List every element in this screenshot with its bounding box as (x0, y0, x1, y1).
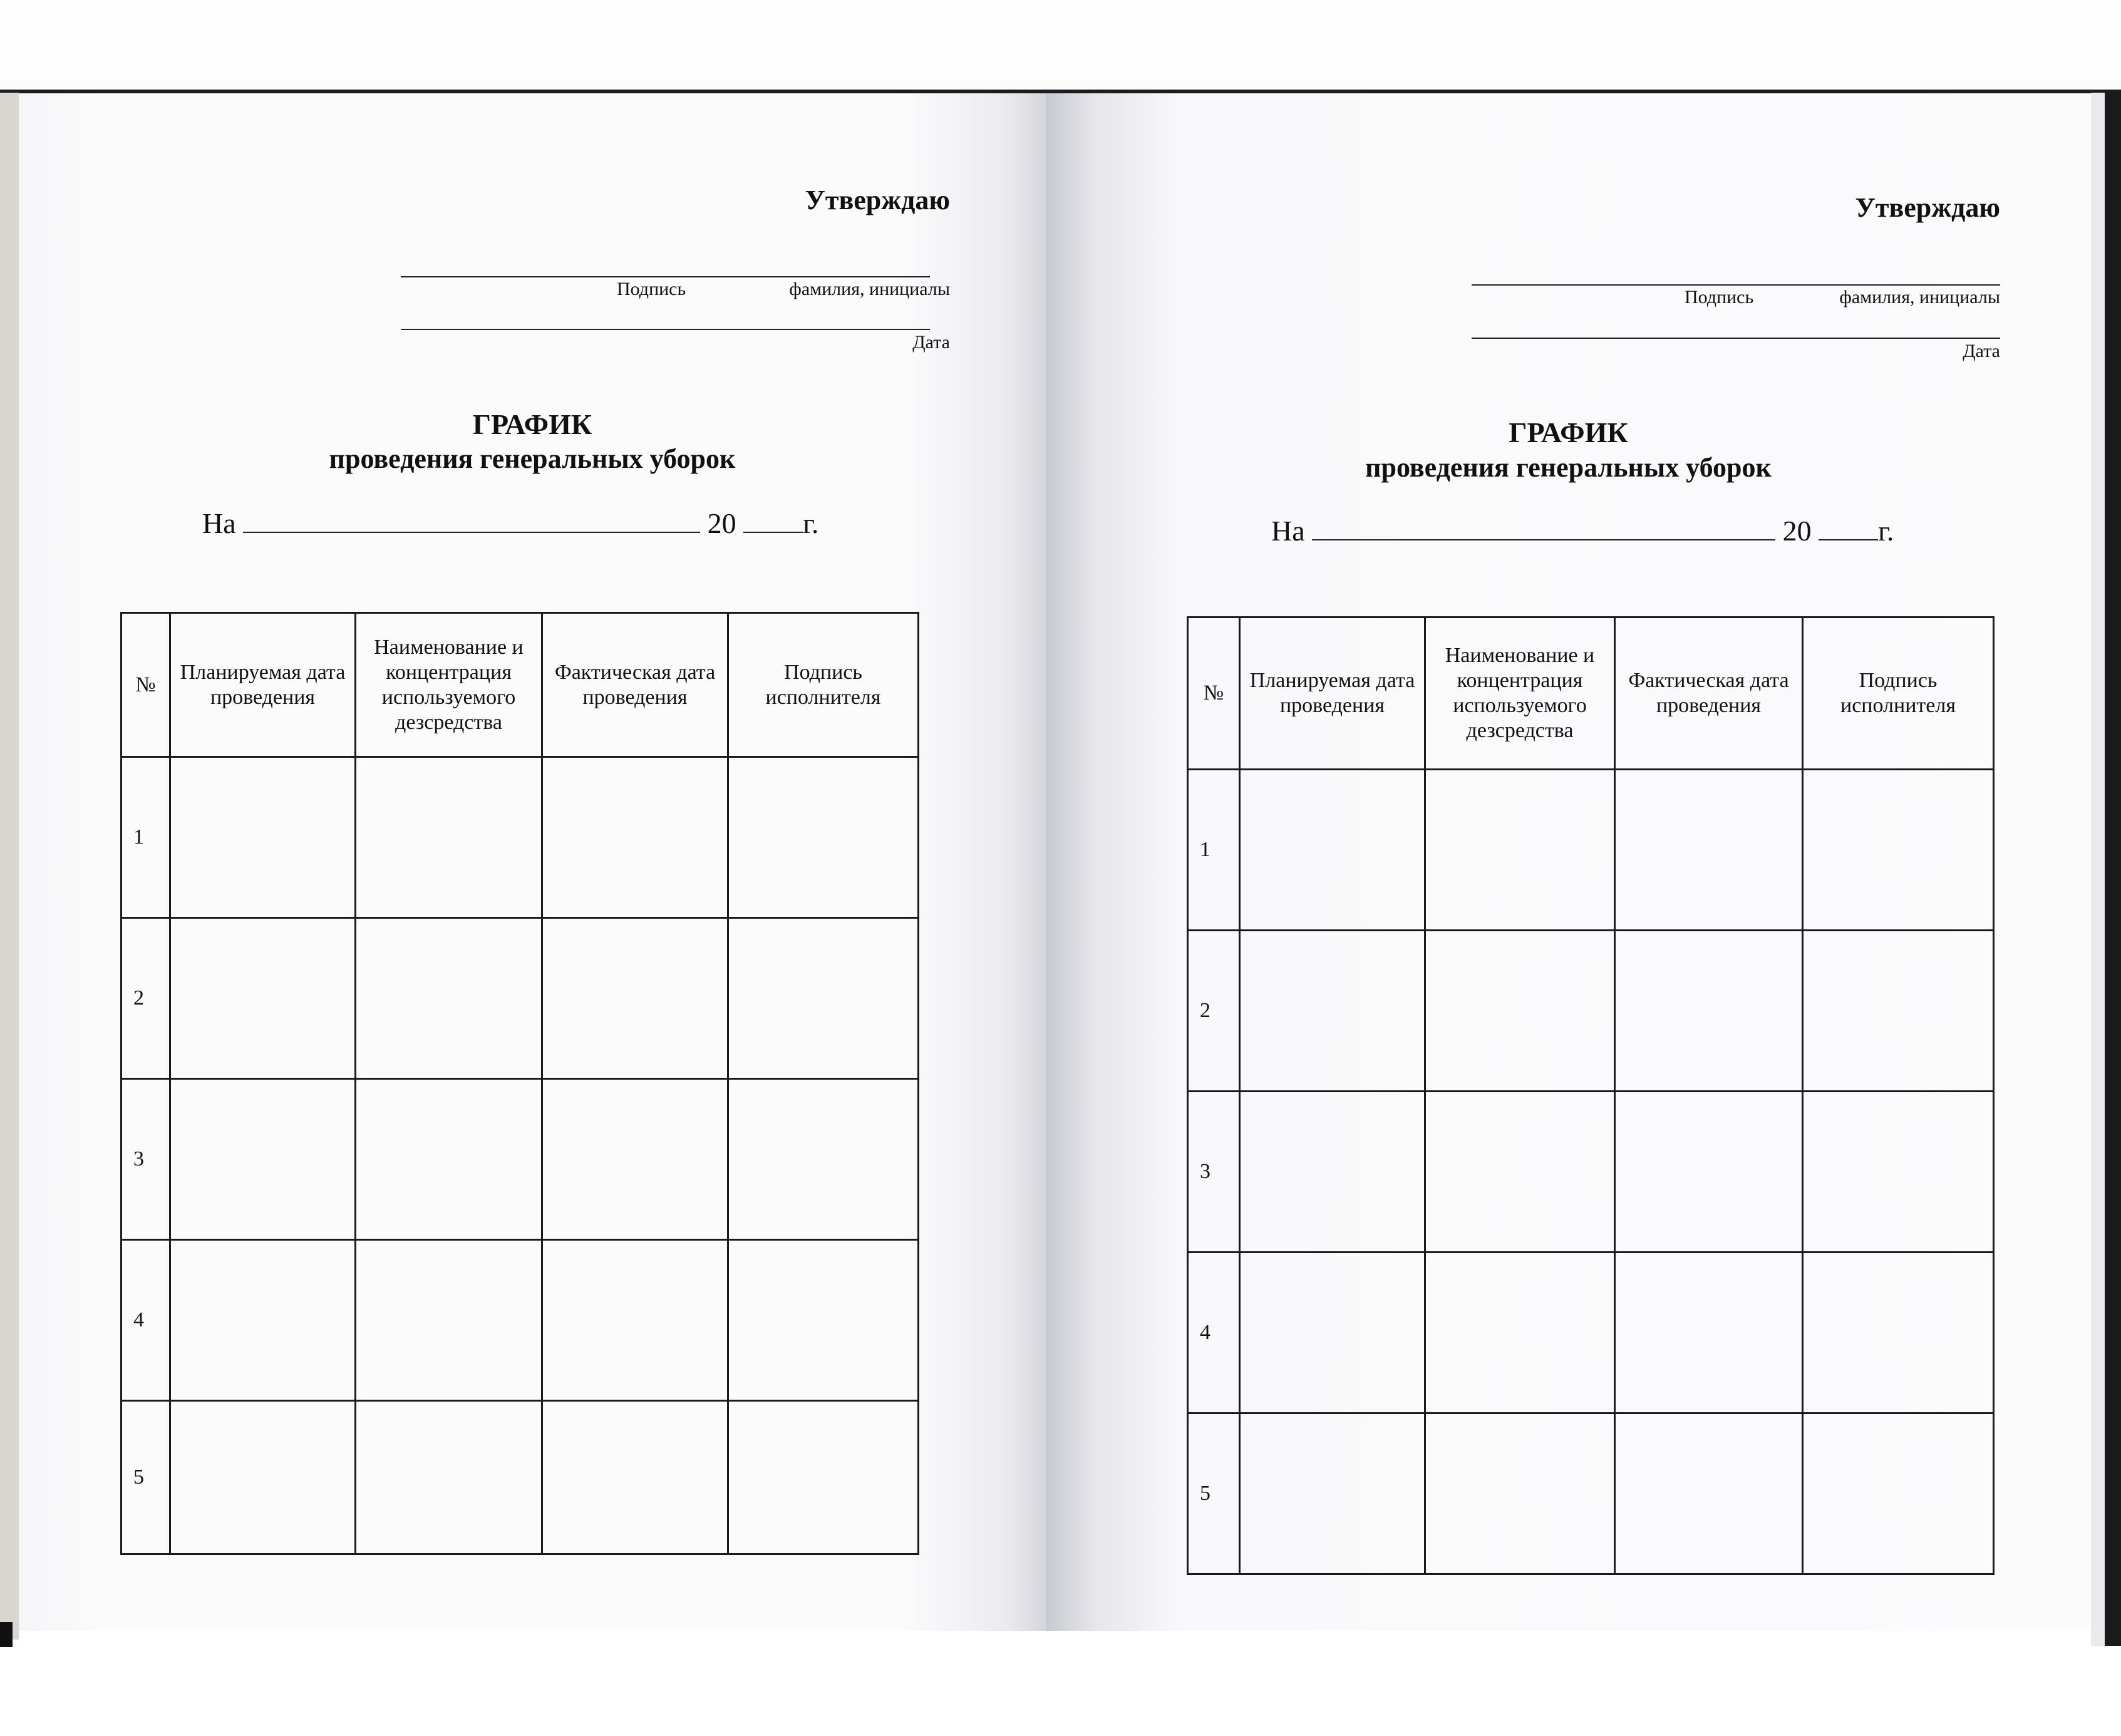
cell[interactable] (170, 1079, 356, 1240)
cell[interactable] (728, 918, 919, 1079)
cell[interactable] (728, 757, 919, 918)
period-prefix: На (1271, 515, 1305, 547)
cell[interactable] (1425, 1253, 1615, 1413)
row-number: 4 (1188, 1253, 1240, 1413)
signature-label: Подпись (1685, 287, 1754, 307)
period-line (1271, 514, 1894, 547)
cell[interactable] (170, 1401, 356, 1554)
right-page (1046, 93, 2091, 1631)
cell[interactable] (356, 918, 542, 1079)
table-row (121, 1079, 919, 1240)
period-suffix: г. (803, 507, 819, 539)
cell[interactable] (170, 1240, 356, 1401)
period-blank[interactable] (1312, 514, 1775, 540)
cell[interactable] (1615, 770, 1803, 931)
column-header: № (121, 613, 170, 757)
signature-label: Подпись (617, 279, 686, 299)
cell[interactable] (1425, 1413, 1615, 1574)
table-row (1188, 1253, 1994, 1413)
approve-label: Утверждаю (805, 185, 950, 215)
form-subtitle: проведения генеральных уборок (329, 443, 736, 474)
cell[interactable] (1615, 1092, 1803, 1253)
column-header: Подпись исполнителя (728, 613, 919, 757)
scan-top-margin (0, 0, 2121, 93)
book-left-edge (0, 93, 19, 1640)
cell[interactable] (1240, 1413, 1425, 1574)
cell[interactable] (1425, 931, 1615, 1092)
table-row (1188, 770, 1994, 931)
column-header: Подпись исполнителя (1803, 617, 1994, 770)
cell[interactable] (542, 1240, 728, 1401)
period-year: 20 (707, 507, 736, 539)
column-header: Фактическая дата проведения (1615, 617, 1803, 770)
cell[interactable] (1240, 770, 1425, 931)
cell[interactable] (542, 918, 728, 1079)
signature-line (1472, 284, 2000, 286)
date-label: Дата (1963, 341, 2000, 361)
name-label: фамилия, инициалы (1839, 287, 2000, 307)
table-row (1188, 1413, 1994, 1574)
row-number: 2 (121, 918, 170, 1079)
approve-label: Утверждаю (1855, 192, 2000, 223)
table-row (1188, 931, 1994, 1092)
row-number: 5 (1188, 1413, 1240, 1574)
table-row (121, 918, 919, 1079)
cell[interactable] (728, 1079, 919, 1240)
row-number: 3 (1188, 1092, 1240, 1253)
name-label: фамилия, инициалы (789, 279, 950, 299)
form-subtitle: проведения генеральных уборок (1365, 452, 1772, 483)
cell[interactable] (1615, 1253, 1803, 1413)
date-line (1472, 338, 2000, 339)
period-year: 20 (1782, 515, 1812, 547)
cell[interactable] (1240, 1092, 1425, 1253)
cell[interactable] (356, 757, 542, 918)
cell[interactable] (356, 1079, 542, 1240)
table-row (1188, 1092, 1994, 1253)
column-header: № (1188, 617, 1240, 770)
row-number: 5 (121, 1401, 170, 1554)
form-title: ГРАФИК (472, 408, 592, 440)
year-blank[interactable] (743, 507, 803, 533)
table-row (121, 757, 919, 918)
row-number: 1 (121, 757, 170, 918)
cell[interactable] (1425, 1092, 1615, 1253)
column-header: Наименование и концентрация используемого дезсредства (1425, 617, 1615, 770)
schedule-table (1187, 616, 1995, 1575)
cell[interactable] (1240, 931, 1425, 1092)
cell[interactable] (1803, 770, 1994, 931)
table-row (121, 1240, 919, 1401)
cell[interactable] (1240, 1253, 1425, 1413)
row-number: 1 (1188, 770, 1240, 931)
period-blank[interactable] (243, 507, 700, 533)
period-prefix: На (202, 507, 236, 539)
column-header: Планируемая дата проведения (170, 613, 356, 757)
table-header-row (1188, 617, 1994, 770)
cell[interactable] (1803, 1253, 1994, 1413)
column-header: Фактическая дата проведения (542, 613, 728, 757)
book-right-edge (2091, 93, 2105, 1646)
cell[interactable] (356, 1240, 542, 1401)
cell[interactable] (542, 757, 728, 918)
row-number: 3 (121, 1079, 170, 1240)
cell[interactable] (728, 1401, 919, 1554)
cell[interactable] (356, 1401, 542, 1554)
schedule-table (120, 612, 919, 1555)
date-label: Дата (912, 332, 950, 353)
cell[interactable] (1615, 1413, 1803, 1574)
cell[interactable] (1803, 931, 1994, 1092)
period-line (202, 507, 818, 540)
cell[interactable] (542, 1079, 728, 1240)
column-header: Планируемая дата проведения (1240, 617, 1425, 770)
cell[interactable] (170, 757, 356, 918)
cell[interactable] (170, 918, 356, 1079)
form-title: ГРАФИК (1509, 416, 1628, 448)
scan-left-mark (0, 1622, 13, 1647)
cell[interactable] (1425, 770, 1615, 931)
left-page (19, 93, 1046, 1631)
cell[interactable] (728, 1240, 919, 1401)
cell[interactable] (1615, 931, 1803, 1092)
column-header: Наименование и концентрация используемого дезсредства (356, 613, 542, 757)
cell[interactable] (542, 1401, 728, 1554)
cell[interactable] (1803, 1092, 1994, 1253)
date-line (401, 329, 930, 330)
table-header-row (121, 613, 919, 757)
cell[interactable] (1803, 1413, 1994, 1574)
signature-line (401, 276, 930, 277)
period-suffix: г. (1878, 515, 1894, 547)
table-row (121, 1401, 919, 1554)
row-number: 2 (1188, 931, 1240, 1092)
year-blank[interactable] (1819, 514, 1878, 540)
scan-right-border (2105, 93, 2121, 1646)
row-number: 4 (121, 1240, 170, 1401)
